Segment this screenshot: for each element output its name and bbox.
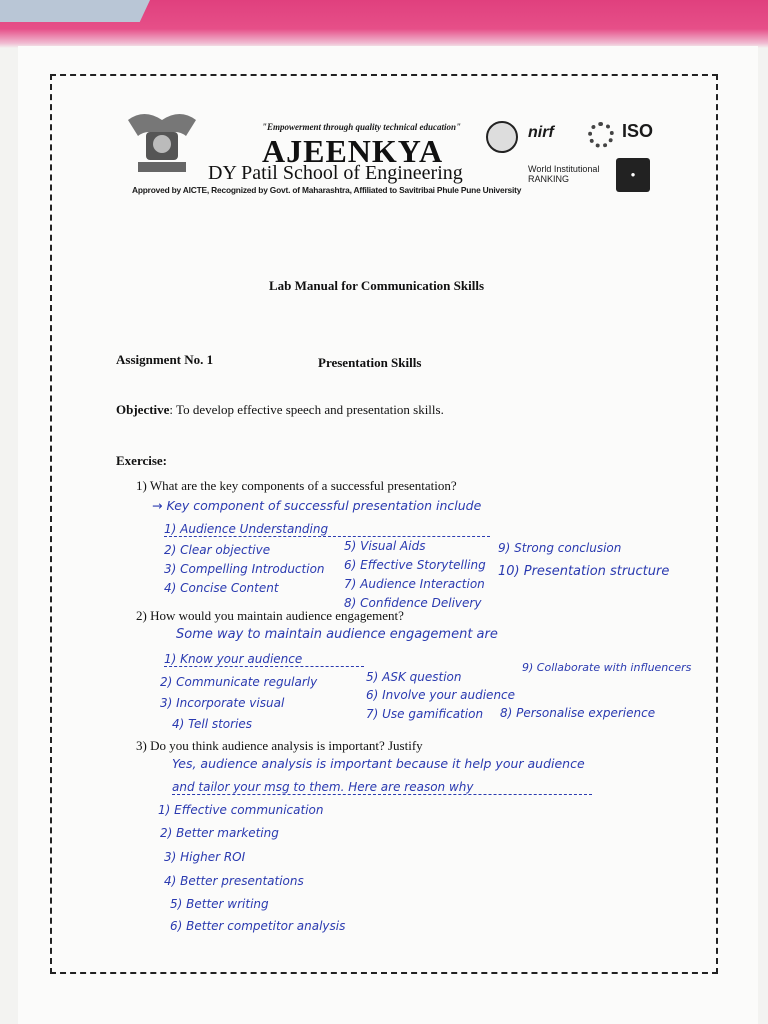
exercise-label: Exercise: [116,453,168,468]
question-1: 1) What are the key components of a successful presentation? [136,478,457,493]
q1-answer-line: 7) Audience Interaction [344,577,485,591]
objective-label: Objective [116,402,170,417]
q3-answer-line: 3) Higher ROI [164,850,246,864]
school-name: DY Patil School of Engineering [208,162,463,184]
q3-answer-line: 6) Better competitor analysis [170,919,346,933]
objective-line [116,402,444,418]
nirf-logo: nirf [528,124,554,141]
assignment-label: Assignment No. 1 [116,352,214,367]
approval-text: Approved by AICTE, Recognized by Govt. of Maharashtra, Affiliated to Savitribai Phule Pune University [132,185,522,195]
q2-answer-line: 5) ASK question [366,670,462,684]
q1-answer-line: 10) Presentation structure [498,564,670,579]
q1-answer-line: 3) Compelling Introduction [164,562,325,576]
brand-name: AJEENKYA [262,133,444,169]
q2-answer-line: 7) Use gamification [366,707,484,721]
q1-answer-line: 4) Concise Content [164,581,279,595]
q3-answer-line: 1) Effective communication [158,803,324,817]
q3-answer-line: and tailor your msg to them. Here are reason why [172,780,592,795]
q2-answer-line: 6) Involve your audience [366,688,516,702]
q1-answer-line: 1) Audience Understanding [164,522,490,537]
q1-answer-line: 2) Clear objective [164,543,271,557]
q1-answer-line: 8) Confidence Delivery [344,596,482,610]
q2-answer-line: 2) Communicate regularly [160,675,318,689]
q1-answer-line: 6) Effective Storytelling [344,558,486,572]
ranking-logo [528,164,599,184]
emblem-logo [486,121,518,153]
manual-title: Lab Manual for Communication Skills [269,278,485,293]
assignment-topic: Presentation Skills [318,355,422,370]
objective-text: : To develop effective speech and presentation skills. [169,402,444,417]
q2-answer-line: 3) Incorporate visual [160,696,285,710]
q1-answer-line: → Key component of successful presentation include [152,498,482,513]
ranking-line1: World Institutional [528,164,600,174]
q3-answer-line: 4) Better presentations [164,874,304,888]
q2-answer-line: 4) Tell stories [172,717,253,731]
q2-answer-line: Some way to maintain audience engagement are [176,627,498,642]
q2-answer-line: 9) Collaborate with influencers [522,661,692,674]
q3-answer-line: Yes, audience analysis is important because it help your audience [172,756,585,771]
q3-answer-line: 2) Better marketing [160,826,279,840]
q1-answer-line: 5) Visual Aids [344,539,426,553]
q2-answer-line: 8) Personalise experience [500,706,656,720]
tagline: "Empowerment through quality technical education" [262,122,462,132]
iso-logo: ISO [622,121,654,141]
question-2: 2) How would you maintain audience engagement? [136,608,404,623]
q1-answer-line: 9) Strong conclusion [498,541,622,555]
gear-logo [588,122,614,148]
q2-answer-line: 1) Know your audience [164,652,364,667]
college-crest-logo [124,106,200,178]
ranking-line2: RANKING [528,174,570,184]
pink-background [0,0,768,48]
seal-logo: ● [616,158,650,192]
q3-answer-line: 5) Better writing [170,897,269,911]
question-3: 3) Do you think audience analysis is important? Justify [136,738,423,753]
